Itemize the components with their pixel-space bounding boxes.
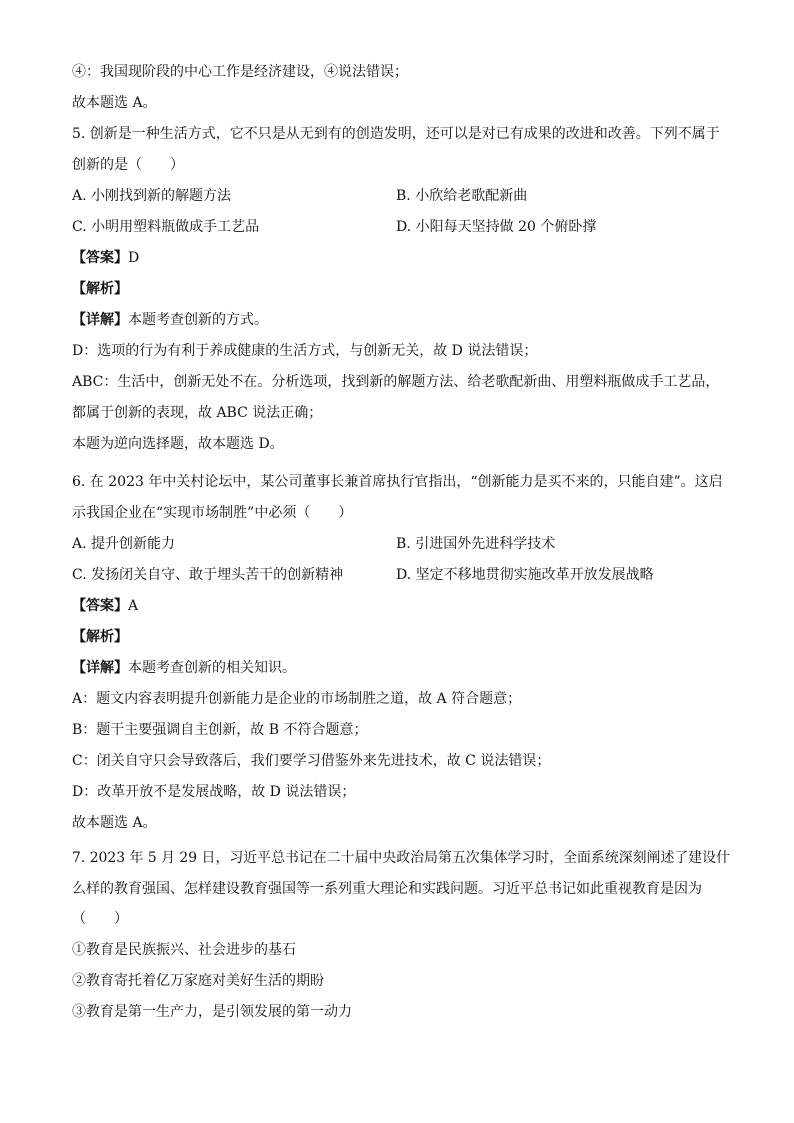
explanation-line: B：题干主要强调自主创新，故 B 不符合题意；: [72, 722, 368, 738]
explanation-line: D：选项的行为有利于养成健康的生活方式，与创新无关，故 D 说法错误；: [72, 343, 538, 359]
analysis-tag: 【解析】: [72, 629, 128, 645]
question-5-stem: 5. 创新是一种生活方式，它不只是从无到有的创造发明，还可以是对已有成果的改进和改善。下列不属于: [72, 126, 720, 142]
question-5-stem-cont: 创新的是（ ）: [72, 157, 184, 173]
question-5-option-d: D. 小阳每天坚持做 20 个俯卧撑: [396, 219, 597, 235]
question-6-detail: [72, 658, 296, 678]
question-6-answer: [72, 596, 138, 616]
question-5-option-c: C. 小明用塑料瓶做成手工艺品: [72, 219, 260, 235]
conclusion-line: 故本题选 A。: [72, 95, 157, 111]
explanation-line: ④：我国现阶段的中心工作是经济建设，④说法错误；: [72, 64, 408, 80]
question-6-option-b: B. 引进国外先进科学技术: [396, 536, 556, 552]
analysis-tag: 【解析】: [72, 281, 128, 297]
conclusion-line: 本题为逆向选择题，故本题选 D。: [72, 436, 284, 452]
detail-text: 本题考查创新的方式。: [128, 312, 268, 328]
question-7-statement-1: ①教育是民族振兴、社会进步的基石: [72, 942, 296, 958]
explanation-line: 都属于创新的表现，故 ABC 说法正确；: [72, 405, 323, 421]
explanation-line: ABC：生活中，创新无处不在。分析选项，找到新的解题方法、给老歌配新曲、用塑料瓶做成手工艺品，: [72, 374, 720, 390]
question-7-stem-cont: （ ）: [72, 911, 128, 927]
question-6-stem-cont: 示我国企业在“实现市场制胜”中必须（ ）: [72, 505, 353, 521]
question-5-detail: [72, 310, 268, 330]
explanation-line: A：题文内容表明提升创新能力是企业的市场制胜之道，故 A 符合题意；: [72, 691, 522, 707]
detail-text: 本题考查创新的相关知识。: [128, 660, 296, 676]
answer-tag: 【答案】: [72, 598, 128, 614]
question-7-stem-cont: 么样的教育强国、怎样建设教育强国等一系列重大理论和实践问题。习近平总书记如此重视教育是因为: [72, 881, 702, 897]
question-5-option-b: B. 小欣给老歌配新曲: [396, 188, 528, 204]
question-7-statement-2: ②教育寄托着亿万家庭对美好生活的期盼: [72, 973, 324, 989]
question-6-option-a: A. 提升创新能力: [72, 536, 176, 552]
explanation-line: D：改革开放不是发展战略，故 D 说法错误；: [72, 784, 356, 800]
question-6-option-c: C. 发扬闭关自守、敢于埋头苦干的创新精神: [72, 567, 344, 583]
question-7-stem: 7. 2023 年 5 月 29 日，习近平总书记在二十届中央政治局第五次集体学习时，全面系统深刻阐述了建设什: [72, 850, 730, 866]
question-5-option-a: A. 小刚找到新的解题方法: [72, 188, 232, 204]
question-6-analysis: [72, 627, 128, 647]
detail-tag: 【详解】: [72, 660, 128, 676]
explanation-line: C：闭关自守只会导致落后，我们要学习借鉴外来先进技术，故 C 说法错误；: [72, 753, 551, 769]
conclusion-line: 故本题选 A。: [72, 815, 157, 831]
question-5-analysis: [72, 279, 128, 299]
answer-value: D: [128, 250, 140, 266]
answer-value: A: [128, 598, 139, 614]
question-5-answer: [72, 248, 139, 268]
question-6-option-d: D. 坚定不移地贯彻实施改革开放发展战略: [396, 567, 654, 583]
question-6-stem: 6. 在 2023 年中关村论坛中，某公司董事长兼首席执行官指出，“创新能力是买不来的，只能自建”。这启: [72, 474, 723, 490]
question-7-statement-3: ③教育是第一生产力，是引领发展的第一动力: [72, 1004, 352, 1020]
answer-tag: 【答案】: [72, 250, 128, 266]
detail-tag: 【详解】: [72, 312, 128, 328]
